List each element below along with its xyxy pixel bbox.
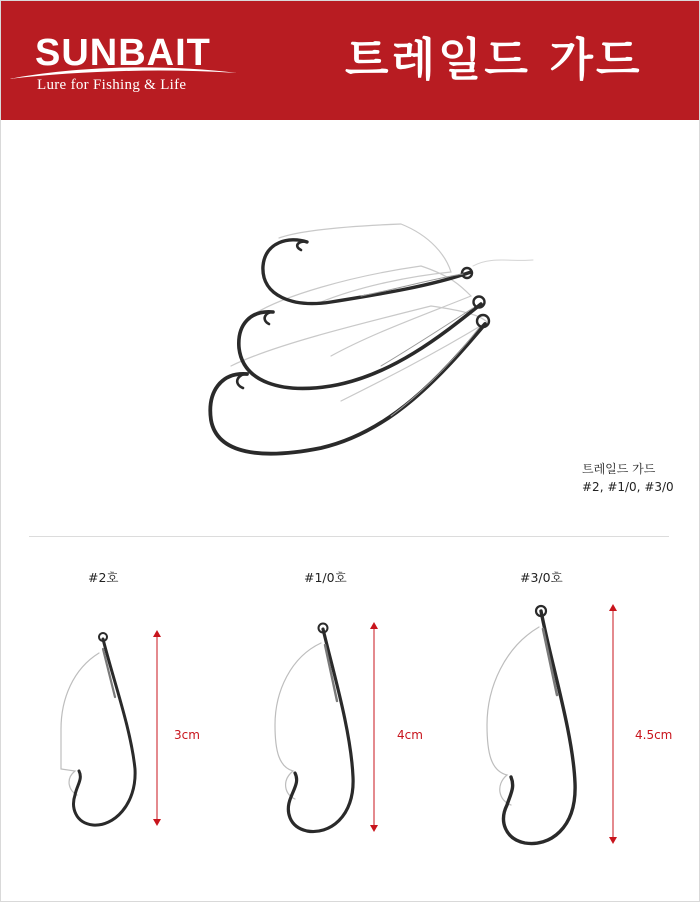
length-label-3-0: 4.5cm: [635, 728, 673, 742]
length-label-2: 3cm: [174, 728, 200, 742]
hook-size-2-image: [53, 629, 143, 829]
hook-size-1-0-image: [267, 621, 367, 837]
page-title: 트레일드 가드: [345, 33, 643, 86]
size-label-2: #2호: [88, 570, 119, 585]
product-caption: [582, 460, 674, 496]
product-name: 트레일드 가드: [582, 462, 656, 476]
size-label-3-0: #3/0호: [520, 570, 563, 585]
product-sizes: #2, #1/0, #3/0: [582, 480, 674, 494]
length-arrow-3-0: [606, 603, 620, 847]
header-banner: [1, 1, 699, 120]
length-label-1-0: 4cm: [397, 728, 423, 742]
brand-tagline: Lure for Fishing & Life: [37, 77, 187, 93]
brand-logo: SUNBAIT: [35, 32, 211, 74]
hook-size-3-0-image: [479, 603, 589, 849]
length-arrow-2: [150, 629, 164, 829]
section-divider: [29, 536, 669, 537]
size-label-1-0: #1/0호: [304, 570, 347, 585]
hero-hooks-image: [181, 216, 551, 466]
length-arrow-1-0: [367, 621, 381, 835]
